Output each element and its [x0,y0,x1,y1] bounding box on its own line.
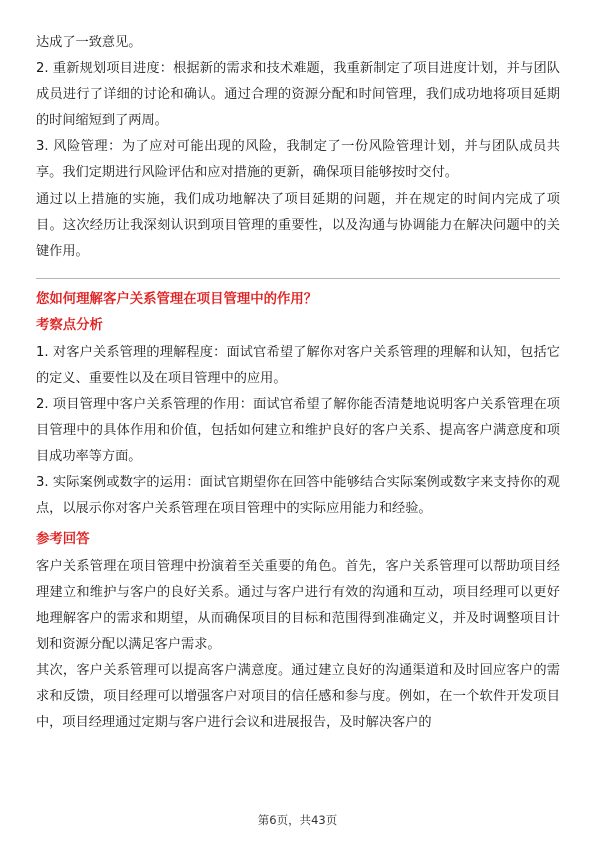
answer-heading: 参考回答 [36,531,90,547]
body-paragraph: 达成了一致意见。 [36,35,142,50]
body-paragraph: 2. 重新规划项目进度：根据新的需求和技术难题，我重新制定了项目进度计划，并与团队成员进行了详细的讨论和确认。通过合理的资源分配和时间管理，我们成功地将项目延期的时间缩短到了两周。 [36,61,560,129]
body-paragraph: 3. 风险管理：为了应对可能出现的风险，我制定了一份风险管理计划，并与团队成员共享。我们定期进行风险评估和应对措施的更新，确保项目能够按时交付。 [36,139,560,181]
analysis-point: 2. 项目管理中客户关系管理的作用：面试官希望了解你能否清楚地说明客户关系管理在项目管理中的具体作用和价值，包括如何建立和维护良好的客户关系、提高客户满意度和项目成功率等方面。 [36,397,560,465]
body-paragraph: 通过以上措施的实施，我们成功地解决了项目延期的问题，并在规定的时间内完成了项目。这次经历让我深刻认识到项目管理的重要性，以及沟通与协调能力在解决问题中的关键作用。 [36,191,560,259]
analysis-heading: 考察点分析 [36,317,103,333]
analysis-point: 1. 对客户关系管理的理解程度：面试官希望了解你对客户关系管理的理解和认知，包括它的定义、重要性以及在项目管理中的应用。 [36,344,560,386]
answer-paragraph: 客户关系管理在项目管理中扮演着至关重要的角色。首先，客户关系管理可以帮助项目经理建立和维护与客户的良好关系。通过与客户进行有效的沟通和互动，项目经理可以更好地理解客户的需求和期望，从而确保项目的目标和范围得到准确定义，并及时调整项目计划和资源分配以满足客户需求。 [36,558,560,652]
section-divider [36,278,560,279]
answer-paragraph: 其次，客户关系管理可以提高客户满意度。通过建立良好的沟通渠道和及时回应客户的需求和反馈，项目经理可以增强客户对项目的信任感和参与度。例如，在一个软件开发项目中，项目经理通过定期与客户进行会议和进展报告，及时解决客户的 [36,662,560,731]
question-title: 您如何理解客户关系管理在项目管理中的作用？ [36,291,318,307]
document-page [36,30,560,736]
page-number: 第6页，共43页 [257,813,338,827]
analysis-point: 3. 实际案例或数字的运用：面试官期望你在回答中能够结合实际案例或数字来支持你的观点，以展示你对客户关系管理在项目管理中的实际应用能力和经验。 [36,475,560,517]
